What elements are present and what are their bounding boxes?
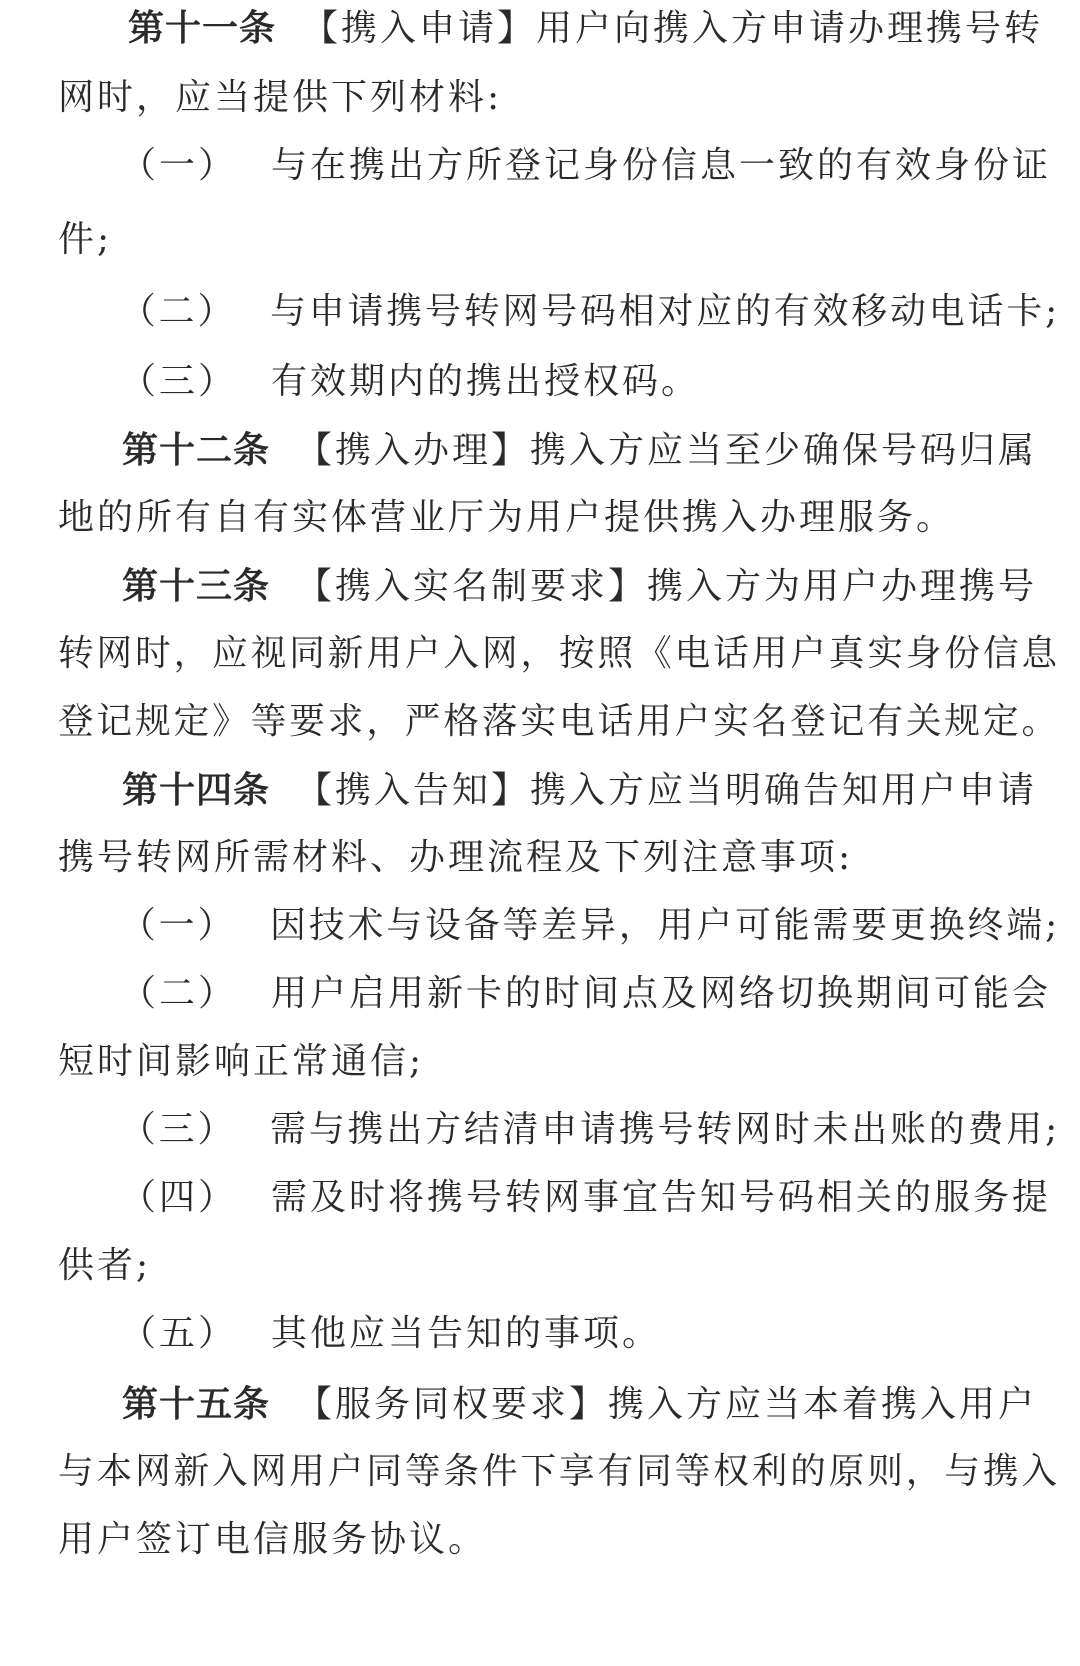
item-11-3-num: （三） — [120, 361, 238, 402]
article-13-line-3 — [0, 694, 1080, 750]
article-12-line-2 — [0, 490, 1080, 546]
item-11-3-line — [0, 354, 1080, 410]
article-12-text-2: 地的所有自有实体营业厅为用户提供携入办理服务。 — [58, 497, 956, 538]
item-14-3-text: 需与携出方结清申请携号转网时未出账的费用; — [270, 1109, 1061, 1150]
item-14-2-num: （二） — [120, 973, 238, 1014]
article-14-text-2: 携号转网所需材料、办理流程及下列注意事项: — [58, 837, 854, 878]
item-14-4-text-2: 供者; — [58, 1245, 152, 1286]
article-13-line-2 — [0, 626, 1080, 682]
item-11-1-num: （一） — [120, 145, 238, 186]
item-14-1-num: （一） — [120, 905, 237, 946]
item-11-1-text-2: 件; — [58, 219, 113, 260]
article-15-line-1 — [0, 1376, 1080, 1432]
item-14-3-line — [0, 1102, 1080, 1158]
article-12-line-1 — [0, 422, 1080, 478]
item-14-5-line — [0, 1306, 1080, 1362]
article-13-text-2: 转网时，应视同新用户入网，按照《电话用户真实身份信息 — [58, 633, 1061, 674]
item-14-1-text: 因技术与设备等差异，用户可能需要更换终端; — [270, 905, 1061, 946]
article-15-text-3: 用户签订电信服务协议。 — [58, 1519, 488, 1560]
item-11-2-num: （二） — [120, 291, 237, 332]
item-14-2-line-2 — [0, 1034, 1080, 1090]
item-14-4-num: （四） — [120, 1177, 238, 1218]
article-11-text-2: 网时，应当提供下列材料: — [58, 77, 503, 118]
item-14-5-num: （五） — [120, 1313, 238, 1354]
article-13-text-3: 登记规定》等要求，严格落实电话用户实名登记有关规定。 — [58, 701, 1061, 742]
item-11-2-text: 与申请携号转网号码相对应的有效移动电话卡; — [270, 291, 1061, 332]
article-11-line-1 — [0, 0, 1080, 56]
article-13-text-1: 【携入实名制要求】携入方为用户办理携号 — [296, 566, 1038, 607]
item-14-2-line-1 — [0, 966, 1080, 1022]
item-11-2-line — [0, 284, 1080, 340]
item-14-1-line — [0, 898, 1080, 954]
item-14-4-line-1 — [0, 1170, 1080, 1226]
item-14-2-text-1: 用户启用新卡的时间点及网络切换期间可能会 — [271, 973, 1052, 1014]
article-15-line-3 — [0, 1512, 1080, 1568]
article-15-line-2 — [0, 1444, 1080, 1500]
article-11-line-2 — [0, 70, 1080, 126]
item-11-1-line-2 — [0, 212, 1080, 268]
article-15-heading: 第十五条 — [122, 1383, 271, 1425]
article-14-heading: 第十四条 — [122, 769, 271, 811]
item-14-4-line-2 — [0, 1238, 1080, 1294]
article-13-line-1 — [0, 558, 1080, 614]
item-14-5-text: 其他应当告知的事项。 — [271, 1313, 662, 1354]
item-11-1-line-1 — [0, 138, 1080, 194]
article-12-heading: 第十二条 — [122, 429, 271, 471]
item-11-3-text: 有效期内的携出授权码。 — [271, 361, 701, 402]
article-14-line-2 — [0, 830, 1080, 886]
article-12-text-1: 【携入办理】携入方应当至少确保号码归属 — [296, 430, 1038, 471]
article-13-heading: 第十三条 — [122, 565, 271, 607]
item-14-3-num: （三） — [120, 1109, 237, 1150]
article-14-text-1: 【携入告知】携入方应当明确告知用户申请 — [296, 770, 1038, 811]
article-11-heading: 第十一条 — [128, 7, 277, 49]
article-14-line-1 — [0, 762, 1080, 818]
item-14-4-text-1: 需及时将携号转网事宜告知号码相关的服务提 — [271, 1177, 1052, 1218]
item-14-2-text-2: 短时间影响正常通信; — [58, 1041, 425, 1082]
item-11-1-text-1: 与在携出方所登记身份信息一致的有效身份证 — [271, 145, 1052, 186]
article-15-text-1: 【服务同权要求】携入方应当本着携入用户 — [296, 1384, 1038, 1425]
article-11-text-1: 【携入申请】用户向携入方申请办理携号转 — [302, 8, 1044, 49]
article-15-text-2: 与本网新入网用户同等条件下享有同等权利的原则，与携入 — [58, 1451, 1061, 1492]
